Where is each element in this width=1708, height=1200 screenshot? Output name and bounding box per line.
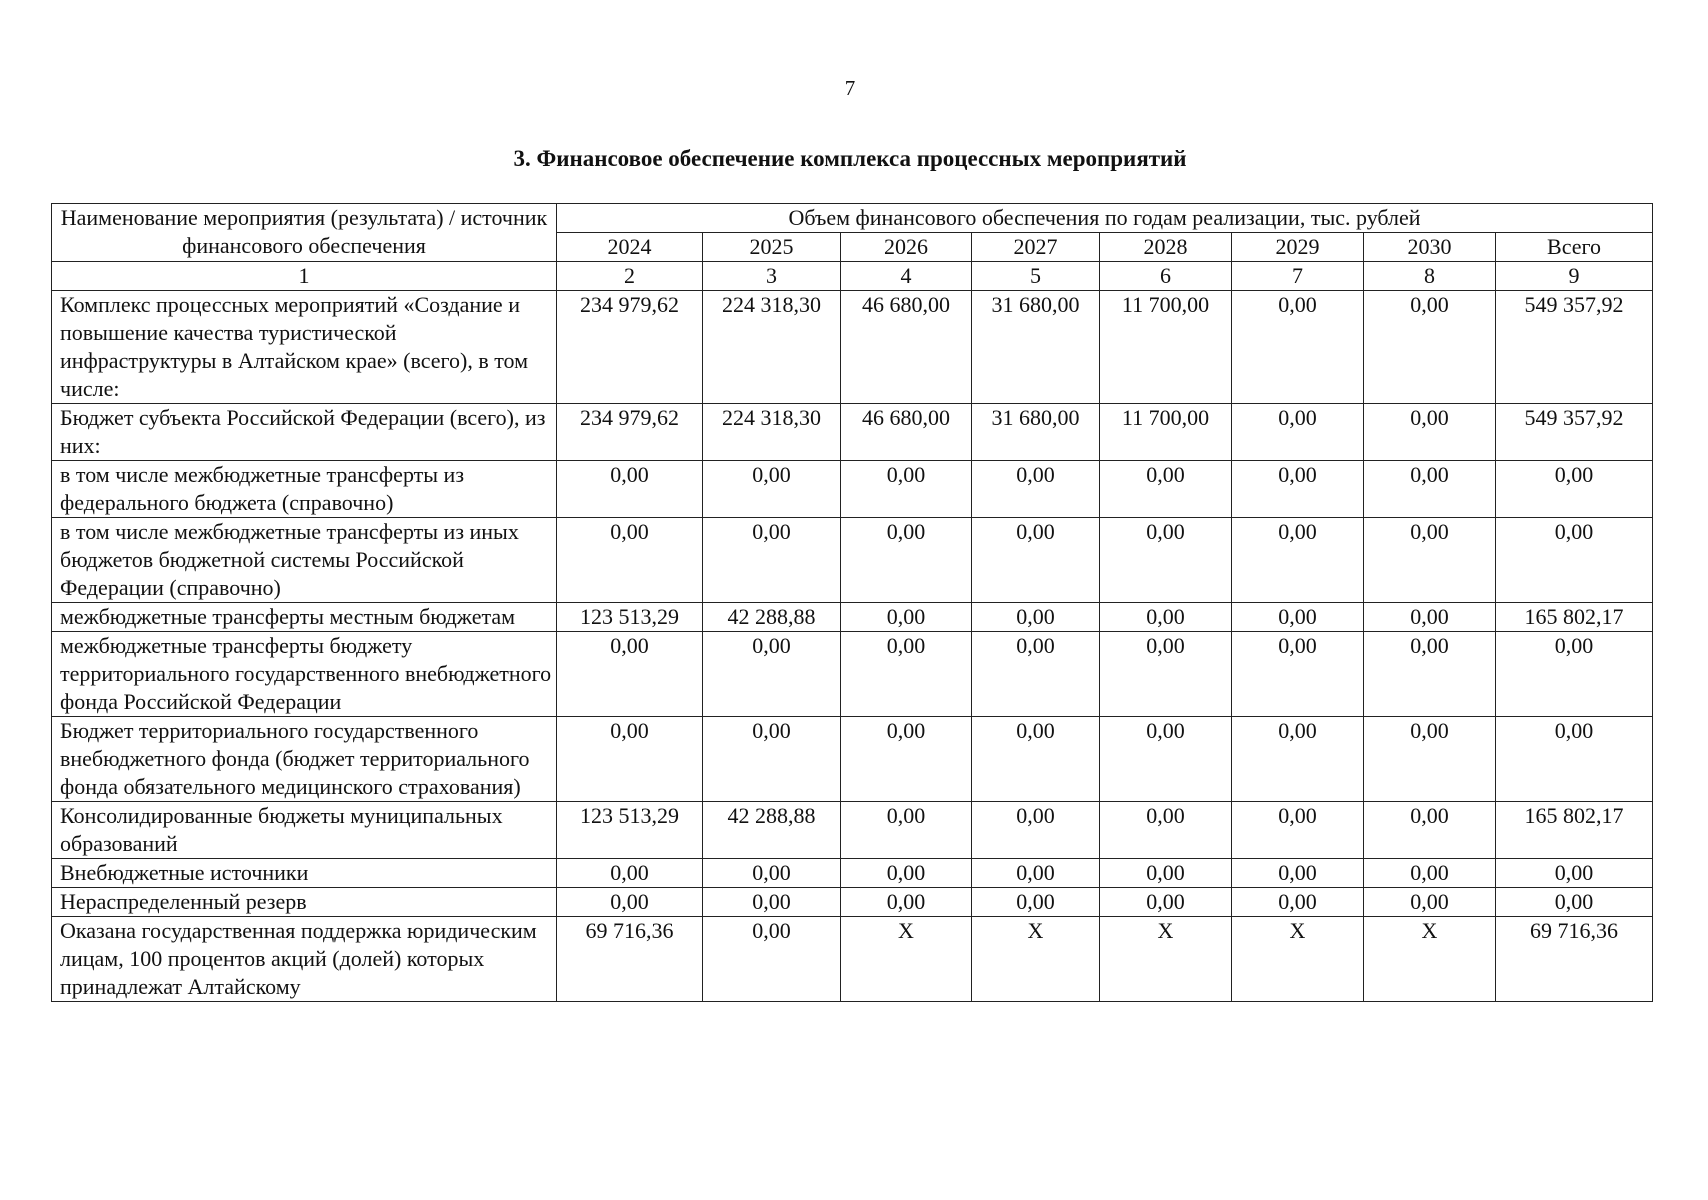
- col-number: 8: [1364, 262, 1496, 291]
- row-year-value: 0,00: [972, 461, 1100, 518]
- row-year-value: 0,00: [557, 859, 703, 888]
- header-year: 2025: [703, 233, 841, 262]
- row-year-value: 0,00: [841, 461, 972, 518]
- row-year-value: 224 318,30: [703, 404, 841, 461]
- col-number: 1: [52, 262, 557, 291]
- row-year-value: 0,00: [557, 461, 703, 518]
- row-year-value: 0,00: [1232, 461, 1364, 518]
- row-year-value: 11 700,00: [1100, 404, 1232, 461]
- row-total-value: 165 802,17: [1496, 802, 1653, 859]
- row-year-value: 0,00: [841, 888, 972, 917]
- row-year-value: 11 700,00: [1100, 291, 1232, 404]
- col-number: 4: [841, 262, 972, 291]
- row-total-value: 0,00: [1496, 888, 1653, 917]
- row-year-value: 0,00: [1232, 859, 1364, 888]
- row-year-value: 46 680,00: [841, 291, 972, 404]
- row-total-value: 0,00: [1496, 717, 1653, 802]
- row-year-value: 0,00: [1364, 632, 1496, 717]
- row-year-value: 123 513,29: [557, 603, 703, 632]
- row-year-value: 0,00: [557, 518, 703, 603]
- row-total-value: 0,00: [1496, 859, 1653, 888]
- row-name: в том числе межбюджетные трансферты из иных бюджетов бюджетной системы Российской Федерации (справочно): [52, 518, 557, 603]
- row-year-value: 0,00: [841, 802, 972, 859]
- row-year-value: 0,00: [1100, 603, 1232, 632]
- row-name: межбюджетные трансферты местным бюджетам: [52, 603, 557, 632]
- row-total-value: 0,00: [1496, 461, 1653, 518]
- table-row: [52, 888, 1653, 917]
- row-year-value: 0,00: [1100, 802, 1232, 859]
- section-title: 3. Финансовое обеспечение комплекса процессных мероприятий: [513, 146, 1187, 171]
- row-year-value: 0,00: [1232, 717, 1364, 802]
- row-year-value: 234 979,62: [557, 291, 703, 404]
- row-year-value: 0,00: [703, 632, 841, 717]
- row-year-value: 0,00: [1100, 461, 1232, 518]
- col-number: 3: [703, 262, 841, 291]
- row-year-value: 0,00: [703, 888, 841, 917]
- row-total-value: 165 802,17: [1496, 603, 1653, 632]
- row-year-value: 0,00: [972, 632, 1100, 717]
- row-year-value: 0,00: [972, 518, 1100, 603]
- header-total: Всего: [1496, 233, 1653, 262]
- header-year: 2026: [841, 233, 972, 262]
- row-year-value: X: [1364, 917, 1496, 1002]
- row-total-value: 0,00: [1496, 518, 1653, 603]
- table-row: [52, 859, 1653, 888]
- row-year-value: 0,00: [1232, 291, 1364, 404]
- row-year-value: 0,00: [972, 603, 1100, 632]
- row-year-value: 0,00: [972, 717, 1100, 802]
- row-year-value: 42 288,88: [703, 802, 841, 859]
- row-year-value: 0,00: [703, 859, 841, 888]
- row-year-value: 224 318,30: [703, 291, 841, 404]
- col-number: 6: [1100, 262, 1232, 291]
- table-row: [52, 291, 1653, 404]
- row-year-value: 0,00: [1364, 802, 1496, 859]
- table-row: [52, 802, 1653, 859]
- row-name: Комплекс процессных мероприятий «Создание и повышение качества туристической инфраструктуры в Алтайском крае» (всего), в том числе:: [52, 291, 557, 404]
- row-year-value: 0,00: [1364, 888, 1496, 917]
- table-body: [52, 291, 1653, 1002]
- col-number: 9: [1496, 262, 1653, 291]
- row-total-value: 69 716,36: [1496, 917, 1653, 1002]
- table-row: [52, 917, 1653, 1002]
- header-year: 2024: [557, 233, 703, 262]
- row-year-value: 31 680,00: [972, 404, 1100, 461]
- header-year: 2030: [1364, 233, 1496, 262]
- row-year-value: 0,00: [972, 802, 1100, 859]
- row-year-value: 0,00: [557, 632, 703, 717]
- header-year: 2028: [1100, 233, 1232, 262]
- row-year-value: 31 680,00: [972, 291, 1100, 404]
- row-name: Оказана государственная поддержка юридическим лицам, 100 процентов акций (долей) которых принадлежат Алтайскому: [52, 917, 557, 1002]
- row-year-value: 0,00: [1364, 291, 1496, 404]
- row-year-value: 0,00: [972, 859, 1100, 888]
- row-year-value: 69 716,36: [557, 917, 703, 1002]
- col-number: 5: [972, 262, 1100, 291]
- page-number: 7: [844, 76, 856, 100]
- row-name: Консолидированные бюджеты муниципальных образований: [52, 802, 557, 859]
- row-year-value: 0,00: [1232, 802, 1364, 859]
- row-year-value: 0,00: [1100, 717, 1232, 802]
- header-volume-group: Объем финансового обеспечения по годам реализации, тыс. рублей: [557, 204, 1653, 233]
- row-year-value: X: [1100, 917, 1232, 1002]
- row-year-value: 0,00: [1232, 404, 1364, 461]
- table-row: [52, 518, 1653, 603]
- row-year-value: 0,00: [1364, 859, 1496, 888]
- row-year-value: 0,00: [841, 717, 972, 802]
- row-year-value: X: [972, 917, 1100, 1002]
- row-total-value: 0,00: [1496, 632, 1653, 717]
- table-row: [52, 603, 1653, 632]
- row-year-value: 0,00: [1232, 603, 1364, 632]
- row-name: Бюджет субъекта Российской Федерации (всего), из них:: [52, 404, 557, 461]
- row-year-value: 0,00: [1100, 888, 1232, 917]
- header-year: 2029: [1232, 233, 1364, 262]
- row-year-value: 0,00: [1364, 717, 1496, 802]
- col-number: 7: [1232, 262, 1364, 291]
- row-total-value: 549 357,92: [1496, 404, 1653, 461]
- col-number: 2: [557, 262, 703, 291]
- financing-table: [51, 203, 1653, 1002]
- row-year-value: 0,00: [841, 859, 972, 888]
- row-year-value: 0,00: [1100, 518, 1232, 603]
- header-name-column: Наименование мероприятия (результата) / источник финансового обеспечения: [52, 204, 557, 262]
- row-year-value: 0,00: [1232, 632, 1364, 717]
- row-year-value: 0,00: [557, 717, 703, 802]
- row-year-value: 0,00: [841, 632, 972, 717]
- row-year-value: 0,00: [972, 888, 1100, 917]
- row-year-value: 42 288,88: [703, 603, 841, 632]
- row-name: Нераспределенный резерв: [52, 888, 557, 917]
- row-year-value: 0,00: [1232, 518, 1364, 603]
- row-year-value: 0,00: [1364, 518, 1496, 603]
- row-year-value: 0,00: [1364, 603, 1496, 632]
- row-year-value: X: [841, 917, 972, 1002]
- row-year-value: 0,00: [557, 888, 703, 917]
- row-total-value: 549 357,92: [1496, 291, 1653, 404]
- table-row: [52, 461, 1653, 518]
- header-year: 2027: [972, 233, 1100, 262]
- row-year-value: X: [1232, 917, 1364, 1002]
- row-year-value: 0,00: [1364, 404, 1496, 461]
- row-year-value: 0,00: [1100, 859, 1232, 888]
- row-year-value: 0,00: [841, 603, 972, 632]
- row-year-value: 234 979,62: [557, 404, 703, 461]
- row-year-value: 0,00: [703, 917, 841, 1002]
- table-row: [52, 717, 1653, 802]
- table-row: [52, 404, 1653, 461]
- row-year-value: 0,00: [703, 717, 841, 802]
- row-name: Бюджет территориального государственного внебюджетного фонда (бюджет территориального фонда обязательного медицинского страхования): [52, 717, 557, 802]
- row-name: Внебюджетные источники: [52, 859, 557, 888]
- row-year-value: 0,00: [841, 518, 972, 603]
- row-year-value: 0,00: [1364, 461, 1496, 518]
- table-row: [52, 632, 1653, 717]
- row-year-value: 0,00: [703, 461, 841, 518]
- row-year-value: 123 513,29: [557, 802, 703, 859]
- row-year-value: 0,00: [703, 518, 841, 603]
- row-year-value: 46 680,00: [841, 404, 972, 461]
- row-name: в том числе межбюджетные трансферты из федерального бюджета (справочно): [52, 461, 557, 518]
- row-year-value: 0,00: [1100, 632, 1232, 717]
- row-name: межбюджетные трансферты бюджету территориального государственного внебюджетного фонда Российской Федерации: [52, 632, 557, 717]
- row-year-value: 0,00: [1232, 888, 1364, 917]
